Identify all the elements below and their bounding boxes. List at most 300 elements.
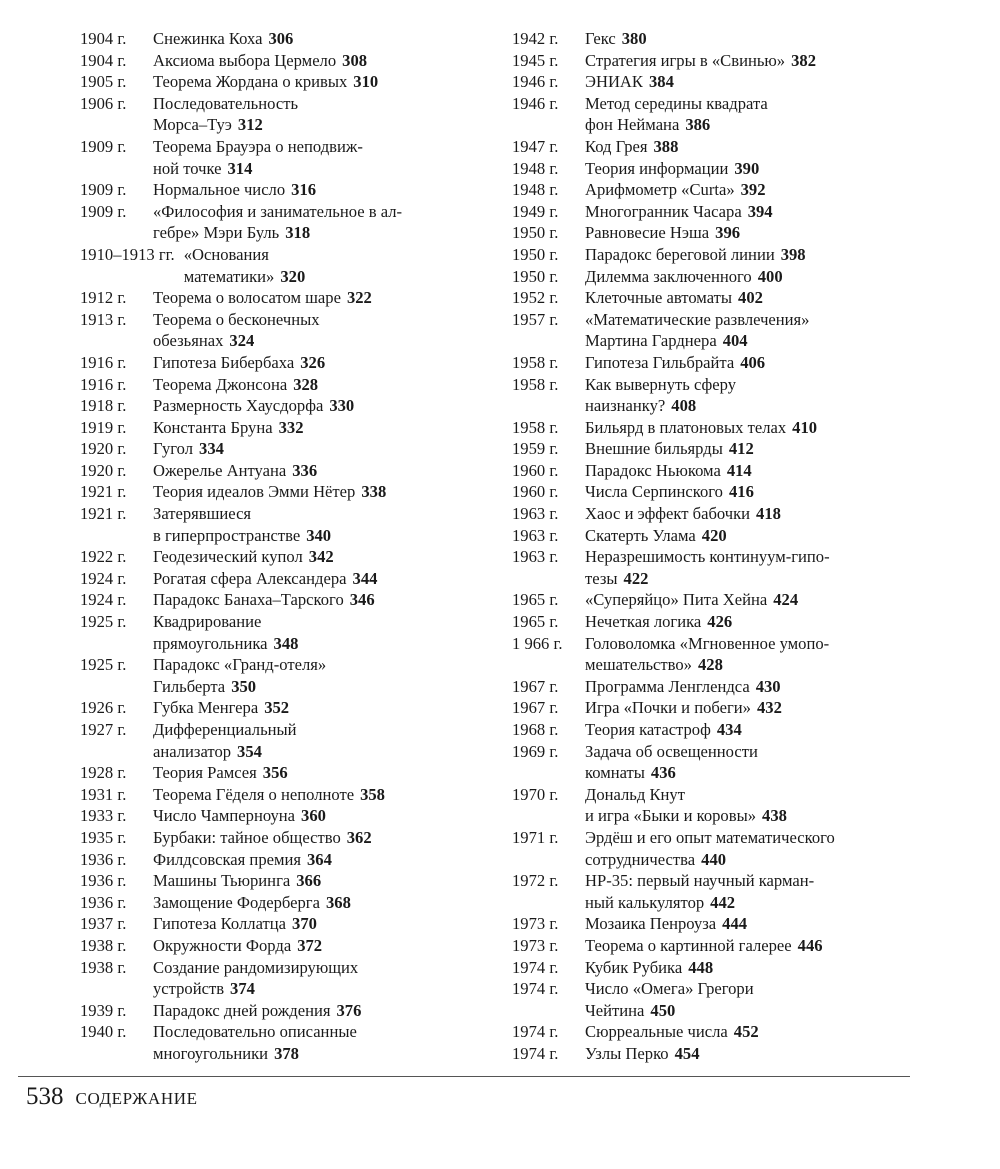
entry-page-number: 328 [293,374,319,394]
entry-year: 1948 г. [512,158,559,178]
entry-year: 1942 г. [512,29,559,48]
entry-title-text: Клеточные автоматы [585,288,733,308]
entry-page-number: 444 [722,914,748,934]
entry-title-line [153,719,500,741]
entry-title [585,71,932,93]
entry-title [153,784,500,806]
entry-page-number: 384 [648,72,674,92]
entry-title-text: Морса–Туэ [153,115,232,135]
entry-title [153,805,500,827]
entry-title [153,892,500,914]
entry-title-text: Дилемма заключенного [585,266,752,286]
entry-year: 1925 г. [80,655,127,675]
entry-page-number: 374 [230,979,255,999]
toc-entry [80,503,500,546]
entry-page-number: 386 [685,115,711,135]
entry-page-number: 312 [237,115,263,135]
toc-entry [80,611,500,654]
entry-title-text: Арифмометр «Curta» [585,180,735,200]
entry-title-line [153,589,500,611]
entry-title-text: Дональд Кнут [585,784,685,804]
entry-title-text: гебре» Мэри Буль [153,223,280,243]
entry-title [153,611,500,654]
toc-entry [80,1021,500,1064]
entry-title-line [153,568,500,590]
entry-title-text: «Математические развлечения» [585,309,810,329]
toc-entry [512,870,932,913]
toc-entry [80,244,500,287]
entry-title-line [153,460,500,482]
toc-entry [80,784,500,806]
toc-entry [512,158,932,180]
entry-title [585,1043,932,1065]
entry-title-line [585,827,932,849]
entry-page-number: 322 [346,288,372,308]
entry-title-line [585,417,932,439]
entry-page-number: 364 [307,849,332,869]
toc-entry [80,697,500,719]
entry-year: 1912 г. [80,288,127,308]
entry-title-text: Игра «Почки и побеги» [585,698,751,718]
toc-entry [80,417,500,439]
entry-year: 1921 г. [80,504,127,524]
entry-title [153,957,500,1000]
toc-entry [512,1043,932,1065]
entry-title [585,589,932,611]
entry-year: 1945 г. [512,50,559,70]
toc-entry [80,719,500,762]
entry-title-text: Нормальное число [153,180,286,200]
entry-year: 1933 г. [80,806,127,826]
entry-page-number: 332 [278,417,304,437]
entry-title [585,546,932,589]
entry-title-line [585,179,932,201]
entry-title-line [153,114,500,136]
toc-entry [80,1000,500,1022]
entry-page-number: 350 [231,676,257,696]
entry-title-line [153,611,500,633]
entry-title [153,309,500,352]
entry-title-text: Число «Омега» Грегори [585,979,754,999]
entry-title [585,438,932,460]
entry-title-line [585,676,932,698]
entry-page-number: 454 [674,1043,700,1063]
entry-year: 1926 г. [80,698,127,718]
entry-page-number: 392 [740,180,766,200]
entry-title-line [585,849,932,871]
entry-year: 1925 г. [80,612,127,632]
entry-page-number: 380 [621,29,647,48]
entry-title-line [585,460,932,482]
entry-title [585,374,932,417]
entry-title-line [153,892,500,914]
entry-year: 1969 г. [512,741,559,761]
entry-title-text: прямоугольника [153,633,268,653]
entry-title-line [153,957,500,979]
entry-title-line [153,676,500,698]
entry-page-number: 446 [797,935,823,955]
entry-page-number: 418 [756,504,781,524]
toc-entry [512,374,932,417]
toc-entry [80,50,500,72]
entry-year: 1963 г. [512,547,559,567]
entry-title-text: Неразрешимость континуум-гипо- [585,547,830,567]
entry-title-text: Код Грея [585,136,648,156]
entry-year: 1909 г. [80,136,127,156]
entry-title [153,179,500,201]
entry-title-text: Ожерелье Антуана [153,460,287,480]
entry-title-text: и игра «Быки и коровы» [585,806,757,826]
toc-entry [80,481,500,503]
entry-title [153,1021,500,1064]
entry-title-line [585,352,932,374]
entry-page-number: 434 [716,720,742,739]
entry-title-text: Гильберта [153,676,226,696]
entry-title [585,633,932,676]
entry-title-line [585,697,932,719]
entry-year: 1958 г. [512,352,559,372]
entry-year: 1927 г. [80,720,127,739]
entry-page-number: 420 [701,525,727,545]
entry-title-line [585,481,932,503]
entry-title-line [585,93,932,115]
toc-entry [80,179,500,201]
entry-page-number: 318 [285,223,311,243]
entry-page-number: 362 [346,827,372,847]
entry-page-number: 404 [722,331,748,351]
entry-title-text: Гипотеза Коллатца [153,914,287,934]
toc-entry [80,957,500,1000]
entry-year: 1936 г. [80,871,127,891]
toc-entry [512,222,932,244]
entry-title-line [585,611,932,633]
toc-entry [512,935,932,957]
entry-title-text: Парадокс Банаха–Тарского [153,590,344,610]
entry-title-text: Машины Тьюринга [153,871,291,891]
entry-year: 1916 г. [80,352,127,372]
toc-entry [512,244,932,266]
entry-title [153,287,500,309]
entry-title-line [585,589,932,611]
entry-title [585,93,932,136]
toc-entry [512,93,932,136]
entry-title-line [585,201,932,223]
entry-page-number: 326 [300,352,326,372]
entry-title [585,287,932,309]
entry-year: 1974 г. [512,1022,559,1042]
toc-entry [80,870,500,892]
entry-title-text: в гиперпространстве [153,525,301,545]
entry-title-text: Окружности Форда [153,935,292,955]
entry-page-number: 342 [308,547,334,567]
entry-title-text: Квадрирование [153,612,262,632]
toc-entry [512,784,932,827]
entry-title-text: Теория идеалов Эмми Нётер [153,482,356,502]
entry-title-line [153,222,500,244]
toc-entry [512,741,932,784]
entry-title-text: Константа Бруна [153,417,273,437]
toc-entry [80,438,500,460]
entry-year: 1938 г. [80,957,127,977]
entry-page-number: 398 [780,244,806,264]
entry-title-text: Мозаика Пенроуза [585,914,717,934]
entry-title [153,935,500,957]
entry-year: 1919 г. [80,417,127,437]
entry-year: 1965 г. [512,612,559,632]
entry-title [153,71,500,93]
entry-year: 1949 г. [512,201,559,221]
entry-year: 1967 г. [512,698,559,718]
entry-title-line [585,287,932,309]
toc-entry [512,309,932,352]
entry-title [153,136,500,179]
entry-title-line [153,417,500,439]
toc-entry [80,309,500,352]
entry-title-line [585,1021,932,1043]
entry-title-text: Как вывернуть сферу [585,374,737,394]
entry-title-text: комнаты [585,763,645,783]
entry-title-text: Число Чамперноуна [153,806,296,826]
entry-title-text: Бильярд в платоновых телах [585,417,787,437]
entry-title [585,460,932,482]
toc-entry [512,438,932,460]
entry-title [585,525,932,547]
entry-year: 1918 г. [80,396,127,416]
entry-title [585,50,932,72]
entry-title [184,244,500,287]
entry-title-text: Программа Ленглендса [585,676,750,696]
entry-title-line [153,503,500,525]
entry-title [585,309,932,352]
entry-title-text: Теорема о волосатом шаре [153,288,341,308]
entry-year: 1938 г. [80,935,127,955]
entry-title-line [585,71,932,93]
entry-title-line [184,244,500,266]
entry-title-line [153,50,500,72]
entry-page-number: 388 [653,136,679,156]
entry-title-text: Теория катастроф [585,720,711,739]
entry-title-line [153,201,500,223]
entry-title-text: Парадокс «Гранд-отеля» [153,655,327,675]
toc-entry [80,827,500,849]
entry-title-text: Последовательность [153,93,299,113]
entry-title-line [585,266,932,288]
entry-title-line [153,309,500,331]
entry-title [153,352,500,374]
entry-title-text: устройств [153,979,225,999]
entry-page-number: 330 [329,396,355,416]
entry-title-text: Бурбаки: тайное общество [153,827,341,847]
entry-title-text: Снежинка Коха [153,29,263,48]
entry-title [153,50,500,72]
toc-entry [80,460,500,482]
entry-title-line [153,1043,500,1065]
entry-year: 1950 г. [512,266,559,286]
entry-title [585,136,932,158]
entry-year: 1931 г. [80,784,127,804]
entry-year: 1920 г. [80,439,127,459]
entry-year: 1960 г. [512,482,559,502]
entry-title-line [153,697,500,719]
entry-title-line [585,1043,932,1065]
entry-year: 1913 г. [80,309,127,329]
entry-title-line [153,654,500,676]
entry-page-number: 402 [738,288,763,308]
entry-title-text: Мартина Гарднера [585,331,717,351]
entry-year: 1972 г. [512,871,559,891]
entry-title-text: ЭНИАК [585,72,643,92]
entry-title-text: ный калькулятор [585,892,705,912]
entry-title [153,28,500,50]
running-head: СОДЕРЖАНИЕ [75,1089,198,1108]
entry-title-line [585,741,932,763]
entry-title-line [153,546,500,568]
toc-entry [80,935,500,957]
entry-title-text: Размерность Хаусдорфа [153,396,324,416]
entry-page-number: 352 [264,698,290,718]
entry-title [153,374,500,396]
entry-title-line [153,978,500,1000]
entry-title-text: Аксиома выбора Цермело [153,50,337,70]
footer-divider [18,1076,910,1077]
entry-title-text: Теория Рамсея [153,763,257,783]
entry-page-number: 314 [227,158,253,178]
entry-title-line [153,438,500,460]
entry-page-number: 450 [650,1000,676,1020]
entry-title [585,741,932,784]
entry-year: 1968 г. [512,720,559,739]
entry-title [153,546,500,568]
entry-title [585,1021,932,1043]
toc-entry [80,374,500,396]
entry-title-line [585,50,932,72]
toc-entry [512,1021,932,1043]
entry-title-line [585,158,932,180]
entry-year: 1910–1913 гг. [80,244,175,264]
entry-title-line [585,568,932,590]
entry-page-number: 440 [701,849,727,869]
entry-title-line [585,546,932,568]
entry-title-line [585,654,932,676]
entry-page-number: 324 [229,331,255,351]
entry-year: 1928 г. [80,763,127,783]
entry-title-line [153,784,500,806]
entry-title-text: Задача об освещенности [585,741,758,761]
entry-title-line [153,287,500,309]
entry-title [153,481,500,503]
entry-title-line [153,1000,500,1022]
entry-title-text: Эрдёш и его опыт математического [585,827,835,847]
entry-year: 1960 г. [512,460,559,480]
entry-title-text: фон Неймана [585,115,680,135]
entry-page-number: 340 [306,525,332,545]
toc-entry [80,849,500,871]
entry-title-line [585,805,932,827]
entry-title [585,870,932,913]
entry-title [585,417,932,439]
entry-page-number: 320 [280,266,306,286]
entry-year: 1921 г. [80,482,127,502]
toc-entry [80,589,500,611]
entry-page-number: 338 [361,482,387,502]
entry-title-line [585,525,932,547]
toc-entry [80,762,500,784]
entry-title [585,935,932,957]
entry-title [153,849,500,871]
entry-page-number: 396 [715,223,741,243]
entry-title-text: Теорема Гёделя о неполноте [153,784,355,804]
toc-entry [512,827,932,870]
entry-title-text: многоугольники [153,1043,269,1063]
entry-year: 1946 г. [512,72,559,92]
entry-title-line [585,222,932,244]
entry-page-number: 442 [710,892,736,912]
entry-title-line [153,935,500,957]
toc-entry [512,611,932,633]
toc-entry [80,93,500,136]
entry-title-line [585,114,932,136]
entry-page-number: 366 [296,871,322,891]
entry-title-line [585,784,932,806]
entry-title-text: Нечеткая логика [585,612,702,632]
entry-title [585,978,932,1021]
entry-title-text: Гугол [153,439,194,459]
entry-year: 1974 г. [512,1043,559,1063]
entry-title-line [153,870,500,892]
entry-page-number: 416 [728,482,754,502]
entry-year: 1971 г. [512,827,559,847]
entry-page-number: 390 [734,158,760,178]
entry-year: 1 966 г. [512,633,563,653]
entry-page-number: 370 [292,914,317,934]
toc-left-column [80,28,500,1065]
entry-year: 1924 г. [80,568,127,588]
entry-title-line [153,762,500,784]
entry-title [153,503,500,546]
entry-title-line [585,244,932,266]
entry-title-text: Губка Менгера [153,698,259,718]
toc-entry [80,136,500,179]
entry-title [585,222,932,244]
entry-year: 1957 г. [512,309,559,329]
entry-title-text: Парадокс береговой линии [585,244,775,264]
entry-page-number: 308 [342,50,368,70]
entry-title [585,28,932,50]
entry-year: 1916 г. [80,374,127,394]
toc-entry [512,676,932,698]
entry-title-line [153,93,500,115]
entry-title-line [153,395,500,417]
entry-title [153,762,500,784]
entry-title-text: Теорема Жордана о кривых [153,72,348,92]
entry-title-text: Кубик Рубика [585,957,683,977]
toc-entry [512,957,932,979]
entry-title [585,957,932,979]
entry-page-number: 376 [336,1000,362,1020]
entry-page-number: 400 [757,266,783,286]
entry-title-line [153,481,500,503]
entry-title-line [184,266,500,288]
entry-title-text: Филдсовская премия [153,849,301,869]
entry-year: 1958 г. [512,374,559,394]
entry-title [153,201,500,244]
entry-title-line [585,503,932,525]
entry-page-number: 354 [237,741,262,761]
entry-title-text: Равновесие Нэша [585,223,710,243]
entry-page-number: 382 [791,50,816,70]
entry-title-text: анализатор [153,741,232,761]
entry-year: 1936 г. [80,892,127,912]
